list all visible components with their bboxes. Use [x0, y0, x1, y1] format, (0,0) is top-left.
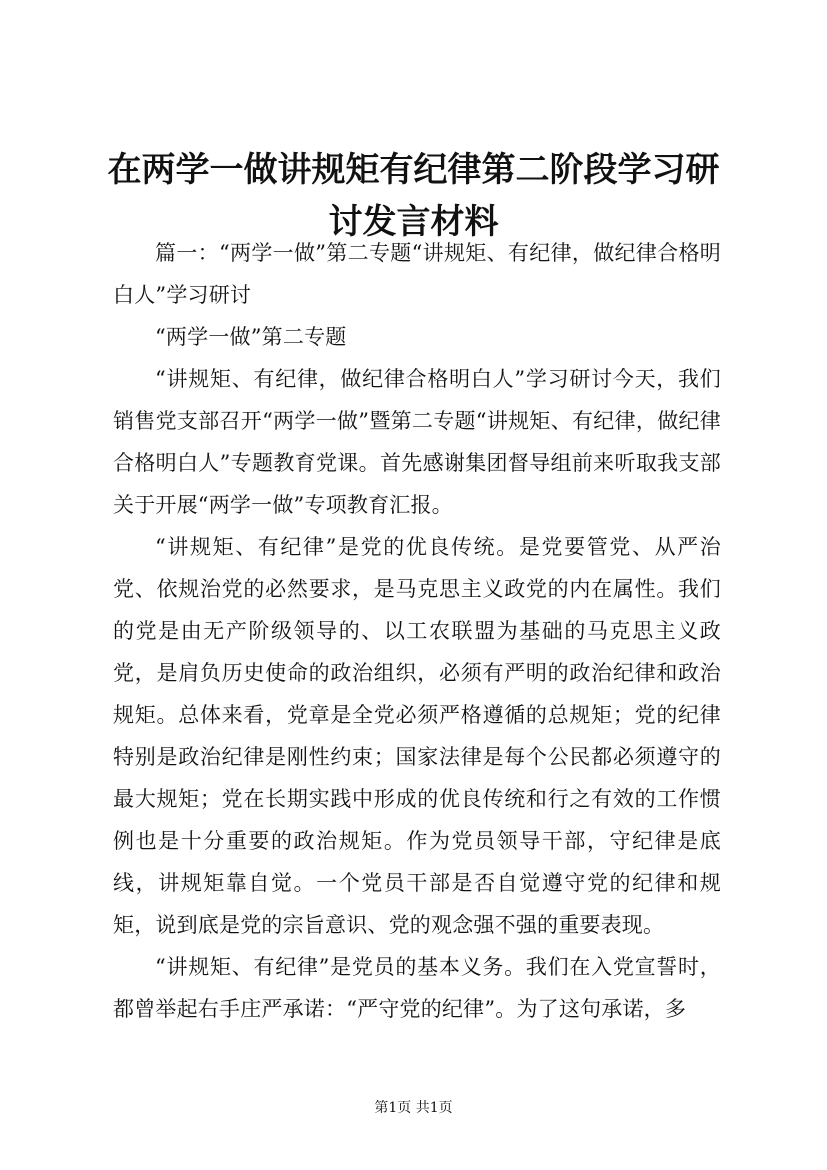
- paragraph-1: 篇一：“两学一做”第二专题“讲规矩、有纪律，做纪律合格明白人”学习研讨: [113, 241, 721, 307]
- document-body: [113, 232, 721, 1030]
- paragraph-4: “讲规矩、有纪律”是党的优良传统。是党要管党、从严治党、依规治党的必然要求，是马克思主义政党的内在属性。我们的党是由无产阶级领导的、以工农联盟为基础的马克思主义政党，是肩负历史使命的政治组织，必须有严明的政治纪律和政治规矩。总体来看，党章是全党必须严格遵循的总规矩；党的纪律特别是政治纪律是刚性约束；国家法律是每个公民都必须遵守的最大规矩；党在长期实践中形成的优良传统和行之有效的工作惯例也是十分重要的政治规矩。作为党员领导干部，守纪律是底线，讲规矩靠自觉。一个党员干部是否自觉遵守党的纪律和规矩，说到底是党的宗旨意识、党的观念强不强的重要表现。: [113, 535, 721, 937]
- document-title: 在两学一做讲规矩有纪律第二阶段学习研讨发言材料: [107, 150, 720, 242]
- paragraph-2: “两学一做”第二专题: [155, 325, 347, 349]
- paragraph-5: “讲规矩、有纪律”是党员的基本义务。我们在入党宣誓时，都曾举起右手庄严承诺：“严守党的纪律”。为了这句承诺，多: [113, 955, 721, 1021]
- paragraph-3: “讲规矩、有纪律，做纪律合格明白人”学习研讨今天，我们销售党支部召开“两学一做”暨第二专题“讲规矩、有纪律，做纪律合格明白人”专题教育党课。首先感谢集团督导组前来听取我支部关于开展“两学一做”专项教育汇报。: [113, 367, 721, 517]
- page-footer: 第1页 共1页: [374, 1100, 453, 1116]
